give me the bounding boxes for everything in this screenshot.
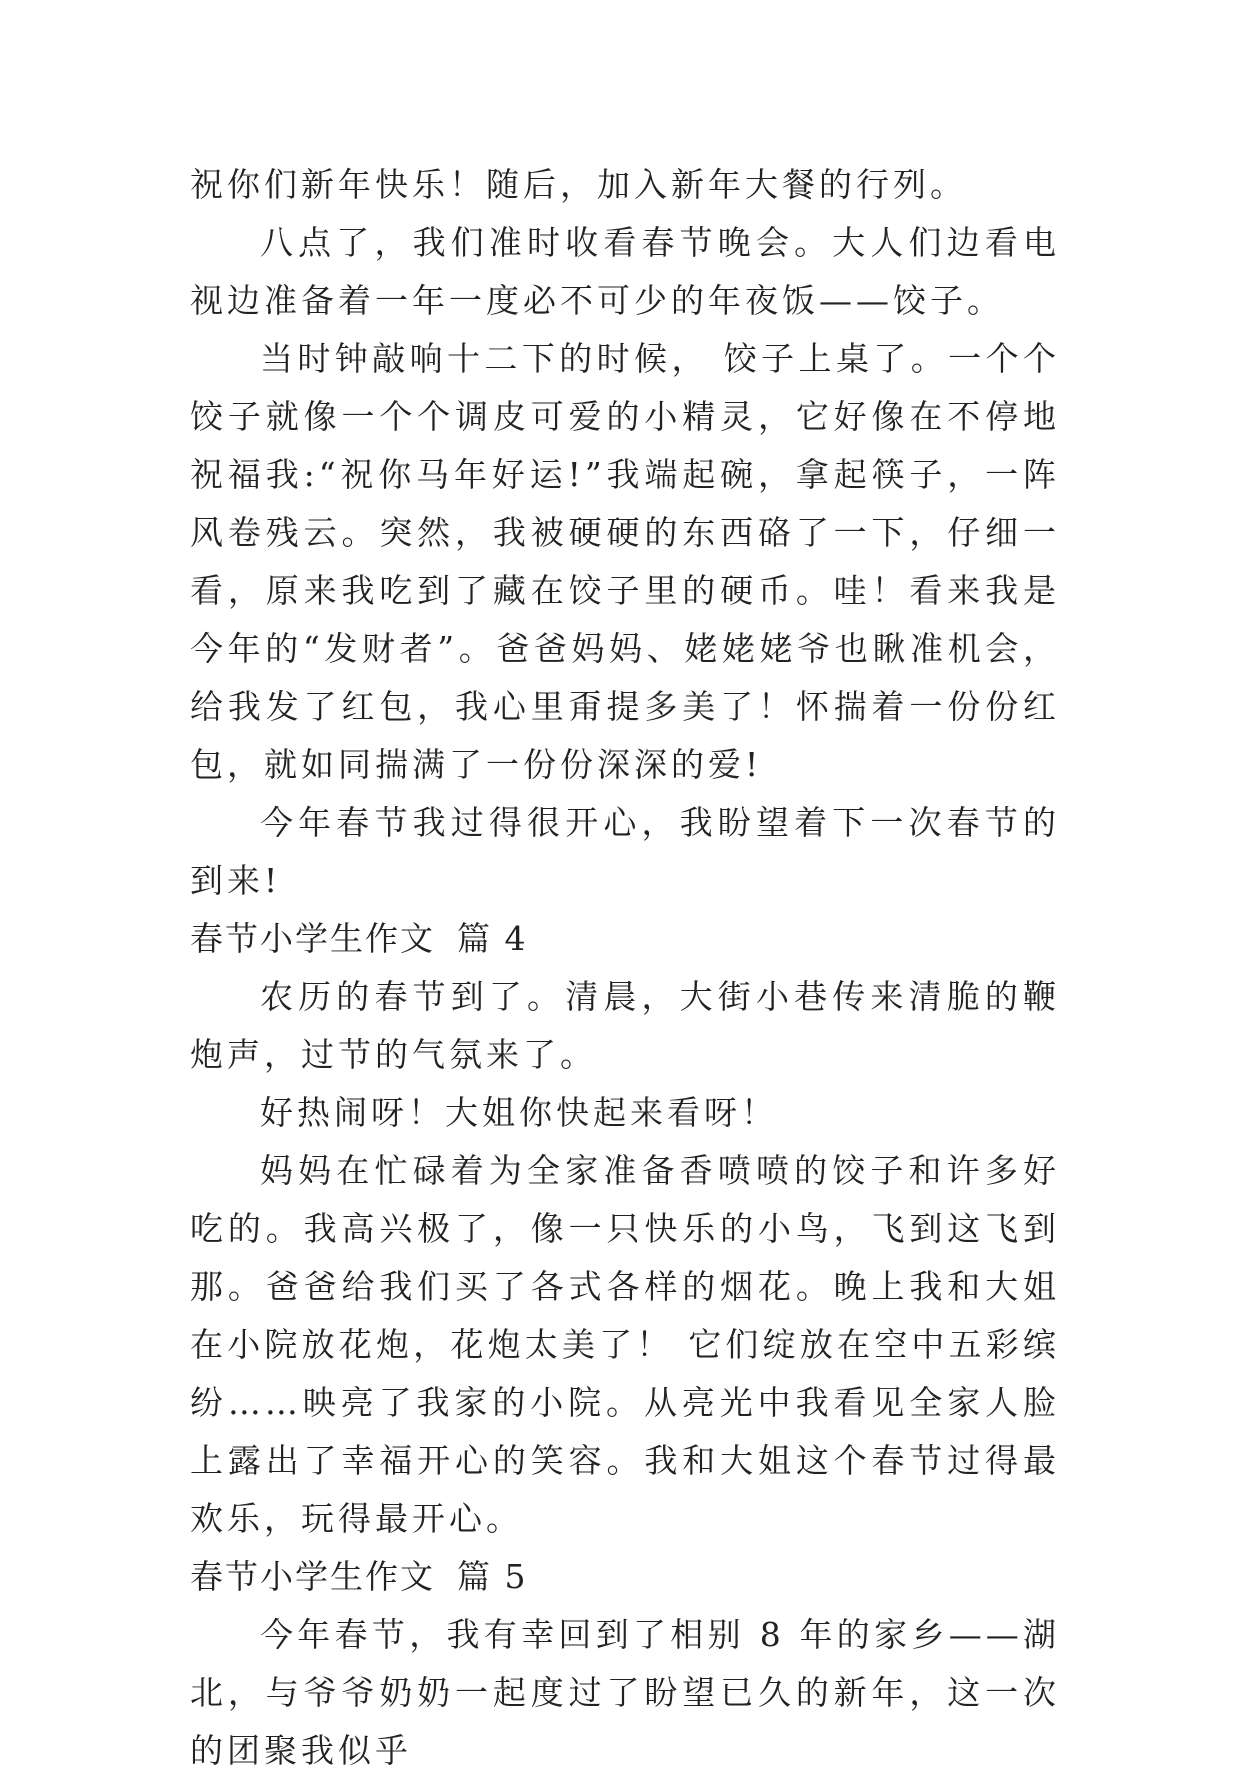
paragraph-6: 好热闹呀！大姐你快起来看呀！	[260, 1093, 778, 1132]
paragraph-1: 祝你们新年快乐！随后，加入新年大餐的行列。	[190, 165, 967, 204]
paragraph-4: 今年春节我过得很开心，我盼望着下一次春节的到来!	[190, 803, 1060, 900]
section-heading-5	[190, 1548, 1060, 1606]
paragraph-3: 当时钟敲响十二下的时候， 饺子上桌了。一个个饺子就像一个个调皮可爱的小精灵，它好像在不停地祝福我:“祝你马年好运!”我端起碗，拿起筷子，一阵风卷残云。突然，我被硬硬的东西硌了一下，仔细一看，原来我吃到了藏在饺子里的硬币。哇！看来我是今年的“发财者”。爸爸妈妈、姥姥姥爷也瞅准机会，给我发了红包，我心里甭提多美了！怀揣着一份份红包，就如同揣满了一份份深深的爱!	[190, 339, 1060, 784]
paragraph-2: 八点了，我们准时收看春节晚会。大人们边看电视边准备着一年一度必不可少的年夜饭——饺子。	[190, 223, 1060, 320]
paragraph-7: 妈妈在忙碌着为全家准备香喷喷的饺子和许多好吃的。我高兴极了，像一只快乐的小鸟，飞到这飞到那。爸爸给我们买了各式各样的烟花。晚上我和大姐在小院放花炮，花炮太美了！ 它们绽放在空中五彩缤纷……映亮了我家的小院。从亮光中我看见全家人脸上露出了幸福开心的笑容。我和大姐这个春节过得最欢乐，玩得最开心。	[190, 1151, 1060, 1538]
paragraph-8: 今年春节，我有幸回到了相别 8 年的家乡——湖北，与爷爷奶奶一起度过了盼望已久的新年，这一次的团聚我似乎	[190, 1615, 1060, 1770]
paragraph-5: 农历的春节到了。清晨，大街小巷传来清脆的鞭炮声，过节的气氛来了。	[190, 977, 1060, 1074]
section-heading-number: 篇 4	[457, 919, 528, 958]
section-heading-number: 篇 5	[457, 1557, 528, 1596]
section-heading-title: 春节小学生作文	[190, 1557, 435, 1596]
document-body	[190, 156, 1060, 1780]
section-heading-title: 春节小学生作文	[190, 919, 435, 958]
section-heading-4	[190, 910, 1060, 968]
